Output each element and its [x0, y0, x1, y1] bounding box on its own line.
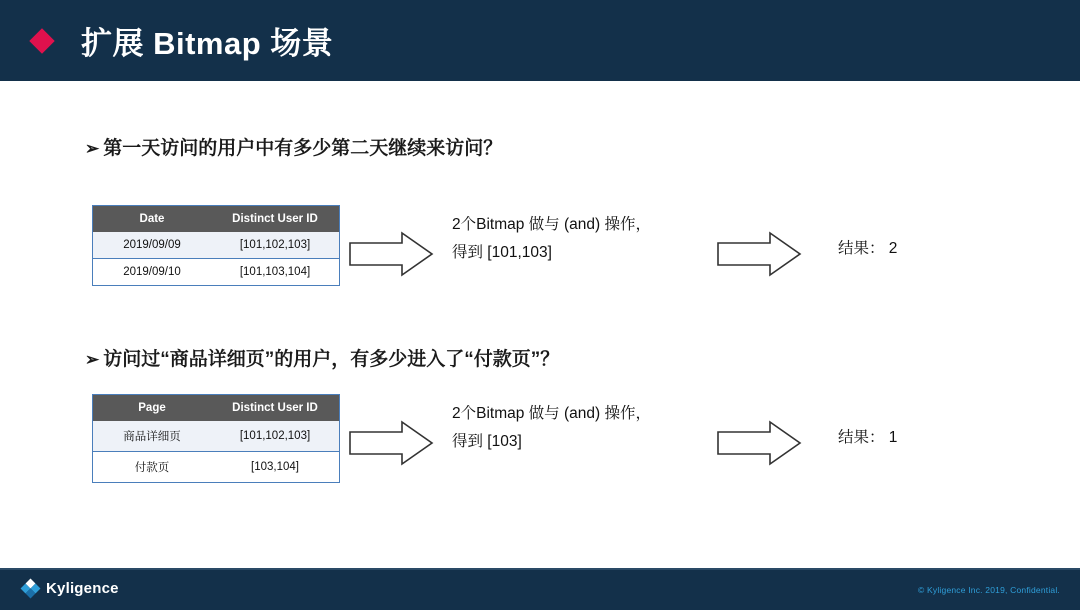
cell-page: 付款页 [134, 462, 170, 474]
arrow-right-icon-1b [716, 231, 802, 277]
cell-date: 2019/09/10 [123, 266, 181, 278]
step-text-2-line2: 得到 [103] [452, 433, 522, 450]
result-text-1: 结果： 2 [838, 240, 898, 257]
table-row [93, 421, 340, 452]
result-text-2: 结果： 1 [838, 429, 898, 446]
step-text-2 [452, 400, 651, 456]
table-row [93, 452, 340, 483]
bullet-icon: ➢ [85, 350, 100, 369]
arrow-right-icon-2b [716, 420, 802, 466]
table-header-row [93, 206, 340, 233]
cell-page: 商品详细页 [93, 421, 212, 452]
column-header-userid: Distinct User ID [211, 206, 340, 233]
kyligence-logo-icon [22, 580, 39, 597]
column-header-userid: Distinct User ID [211, 395, 340, 422]
diamond-icon [29, 28, 54, 53]
table-header-row [93, 395, 340, 422]
step-text-1-line1: 2个Bitmap 做与 (and) 操作， [452, 216, 651, 233]
section-heading-1-text: 第一天访问的用户中有多少第二天继续来访问？ [103, 138, 503, 159]
column-header-date: Date [93, 206, 212, 233]
cell-date: 2019/09/09 [93, 232, 212, 259]
table-row [93, 232, 340, 259]
brand-name: Kyligence [46, 580, 119, 597]
page-title: 扩展 Bitmap 场景 [81, 26, 334, 61]
copyright-text: © Kyligence Inc. 2019, Confidential. [918, 585, 1060, 595]
section-heading-2-text: 访问过“商品详细页”的用户，有多少进入了“付款页”？ [103, 349, 560, 370]
slide-footer [0, 568, 1080, 610]
cell-userid: [101,102,103] [211, 232, 340, 259]
step-text-1 [452, 211, 651, 267]
table-section-1 [92, 205, 340, 286]
cell-userid: [101,102,103] [211, 421, 340, 452]
column-header-page: Page [93, 395, 212, 422]
arrow-right-icon-1a [348, 231, 434, 277]
bullet-icon: ➢ [85, 139, 100, 158]
table-section-2 [92, 394, 340, 483]
brand-logo [22, 580, 119, 597]
slide-header [0, 0, 1080, 81]
table-row [93, 259, 340, 286]
cell-userid: [103,104] [251, 461, 299, 473]
section-heading-2 [85, 344, 559, 371]
cell-userid: [101,103,104] [239, 266, 311, 278]
section-heading-1 [85, 133, 502, 160]
step-text-1-line2: 得到 [101,103] [452, 244, 552, 261]
step-text-2-line1: 2个Bitmap 做与 (and) 操作， [452, 405, 651, 422]
arrow-right-icon-2a [348, 420, 434, 466]
slide-content [0, 81, 1080, 568]
